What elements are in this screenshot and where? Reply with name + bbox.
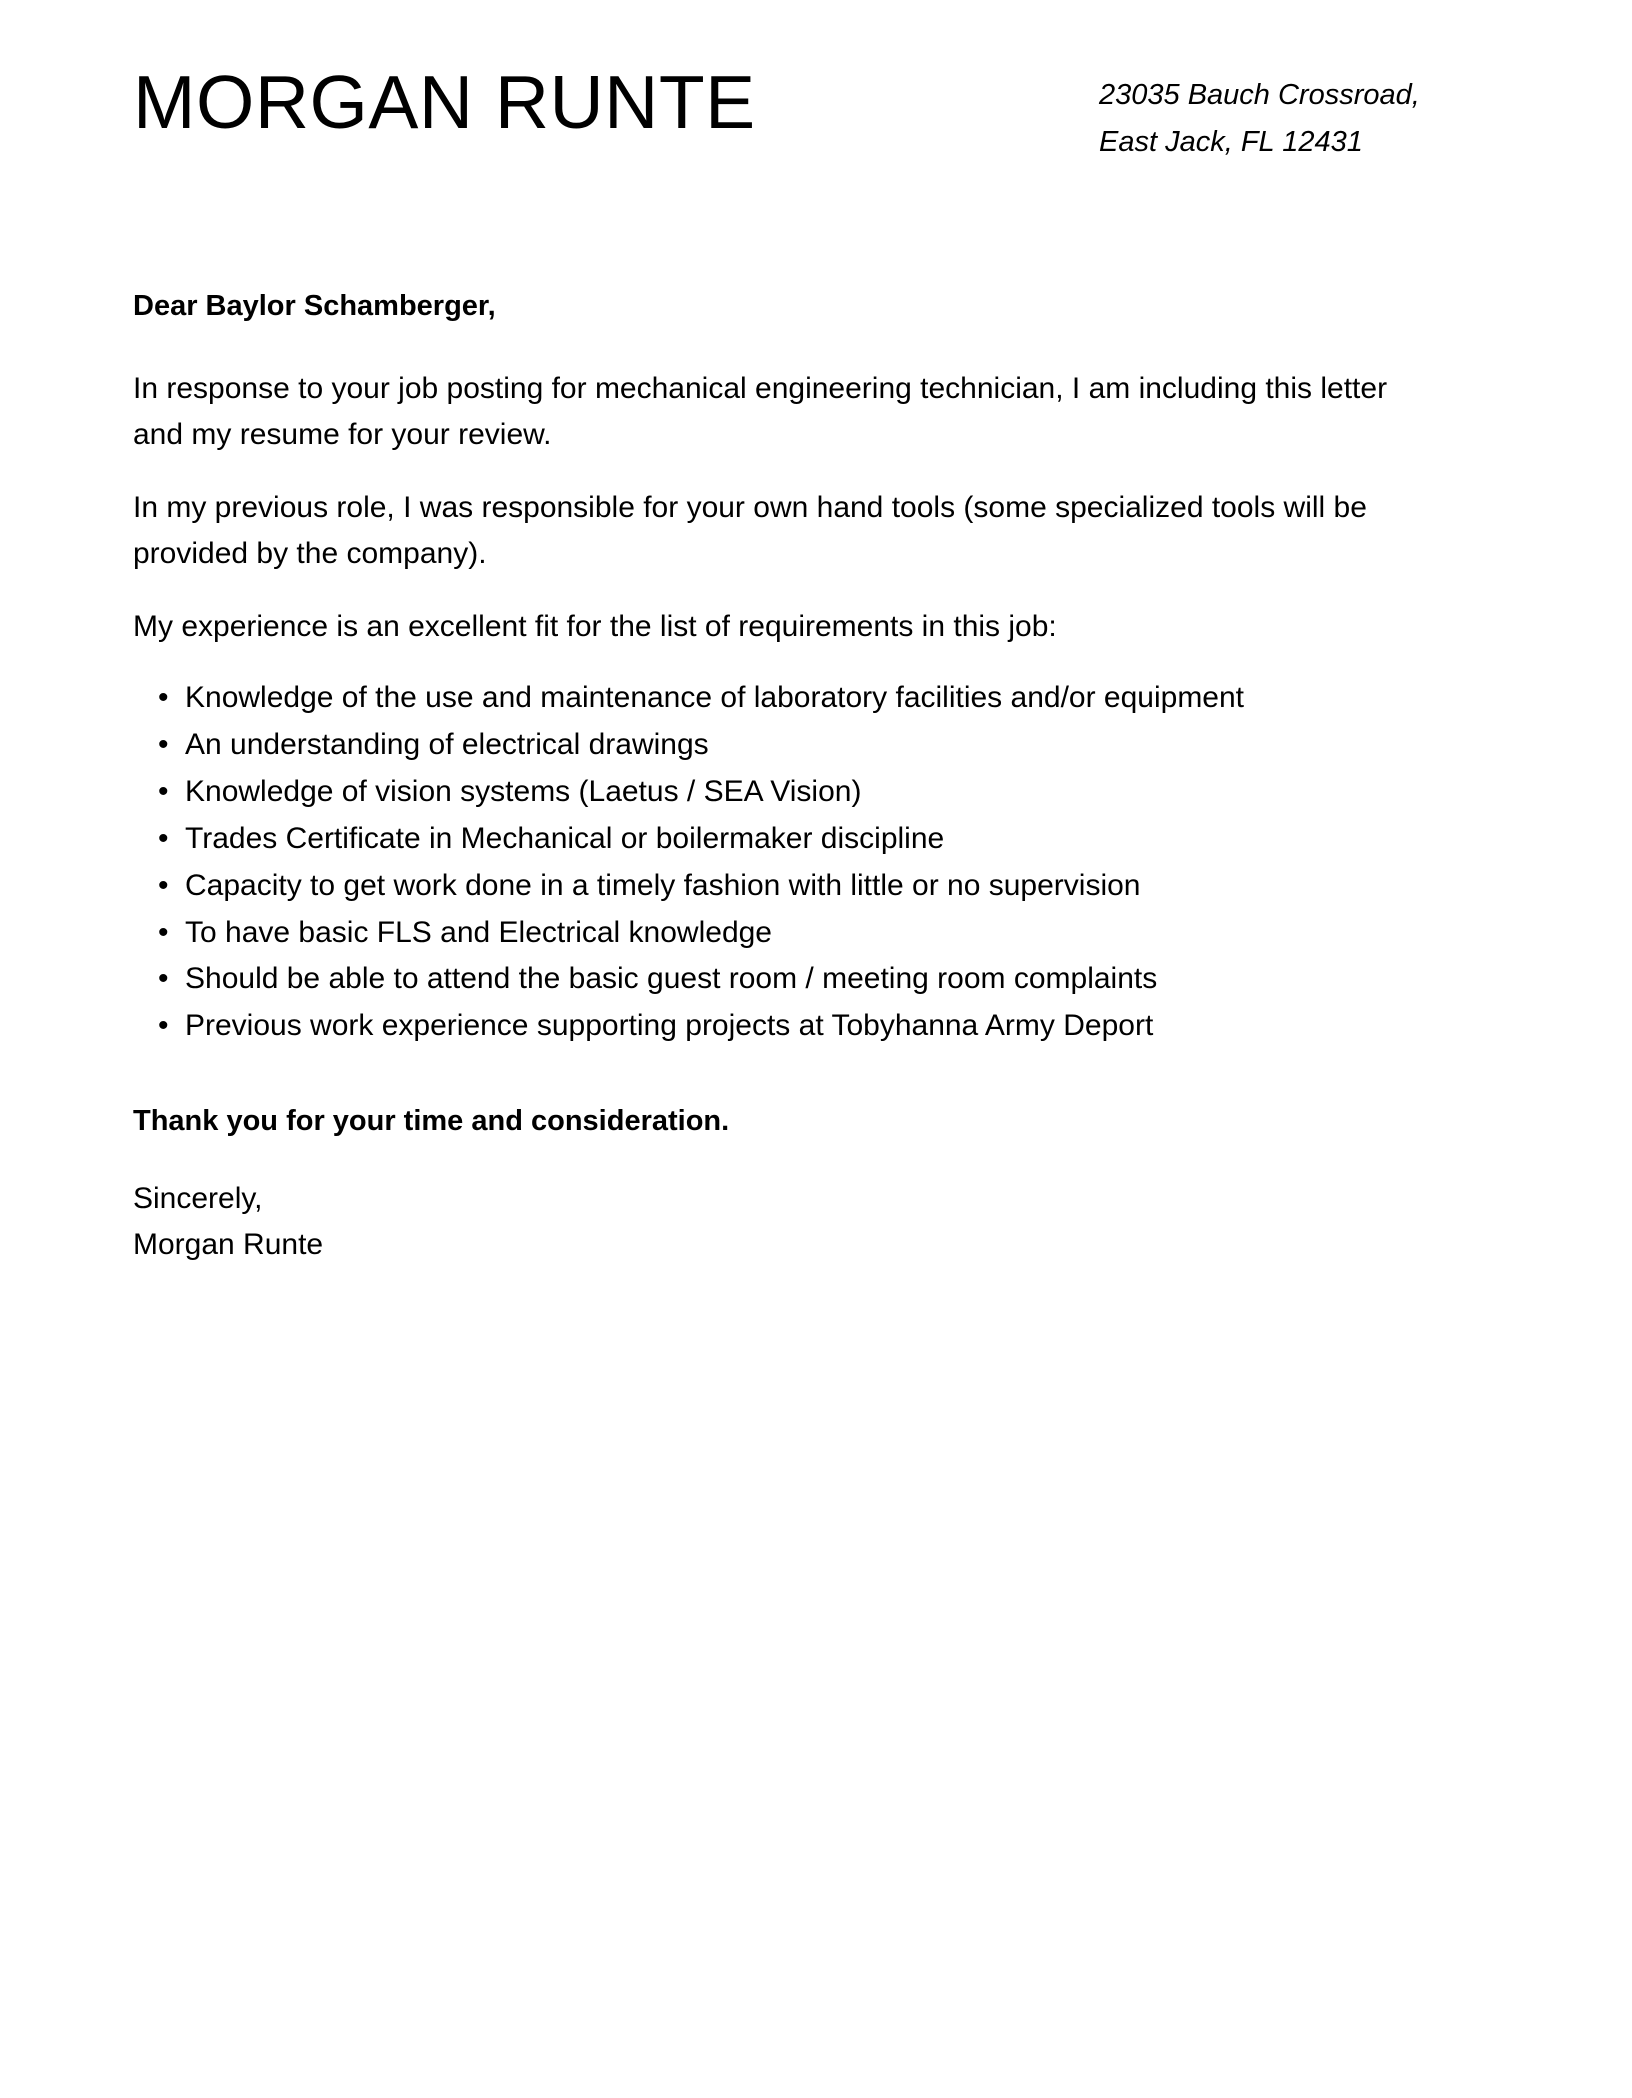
sender-address-block [1099,62,1499,166]
list-item [133,913,1440,953]
paragraph-experience: In my previous role, I was responsible for your own hand tools (some specialized tools will be provided by the company). [133,491,1367,570]
list-item [133,959,1440,999]
list-item-label: Capacity to get work done in a timely fashion with little or no supervision [185,868,1141,902]
bullet-icon: • [158,681,169,715]
bullet-icon: • [158,774,169,808]
bullet-icon: • [158,1009,169,1043]
list-item-label: Knowledge of the use and maintenance of laboratory facilities and/or equipment [185,681,1245,715]
bullet-icon: • [158,915,169,949]
letterhead [133,0,1499,166]
letter-content-area [133,0,1499,1268]
list-item-label: Previous work experience supporting projects at Tobyhanna Army Deport [185,1009,1154,1043]
list-item-label: Should be able to attend the basic guest room / meeting room complaints [185,962,1158,996]
letter-body [133,286,1440,1268]
bullet-icon: • [158,727,169,761]
list-item-label: An understanding of electrical drawings [185,727,709,761]
bullet-icon: • [158,821,169,855]
thank-you-line: Thank you for your time and consideration. [133,1105,730,1138]
signature-name: Morgan Runte [133,1227,324,1261]
list-item-label: Knowledge of vision systems (Laetus / SEA Vision) [185,774,862,808]
signature-block [133,1176,1440,1267]
list-item [133,1006,1440,1046]
list-item-label: To have basic FLS and Electrical knowledge [185,915,772,949]
requirements-list [133,678,1440,1046]
list-item [133,678,1440,718]
sender-address-line-1: 23035 Bauch Crossroad, [1099,79,1420,111]
sender-address-line-2: East Jack, FL 12431 [1099,125,1363,158]
sign-off-label: Sincerely, [133,1182,263,1216]
list-item [133,866,1440,906]
bullet-icon: • [158,868,169,902]
paragraph-intro: In response to your job posting for mechanical engineering technician, I am including this letter and my resume for your review. [133,372,1388,451]
sender-name: MORGAN RUNTE [133,60,756,144]
bullet-icon: • [158,962,169,996]
salutation: Dear Baylor Schamberger, [133,289,496,322]
list-item [133,819,1440,859]
list-item-label: Trades Certificate in Mechanical or boilermaker discipline [185,821,945,855]
paragraph-requirements-lead: My experience is an excellent fit for the list of requirements in this job: [133,610,1057,644]
list-item [133,772,1440,812]
list-item [133,725,1440,765]
